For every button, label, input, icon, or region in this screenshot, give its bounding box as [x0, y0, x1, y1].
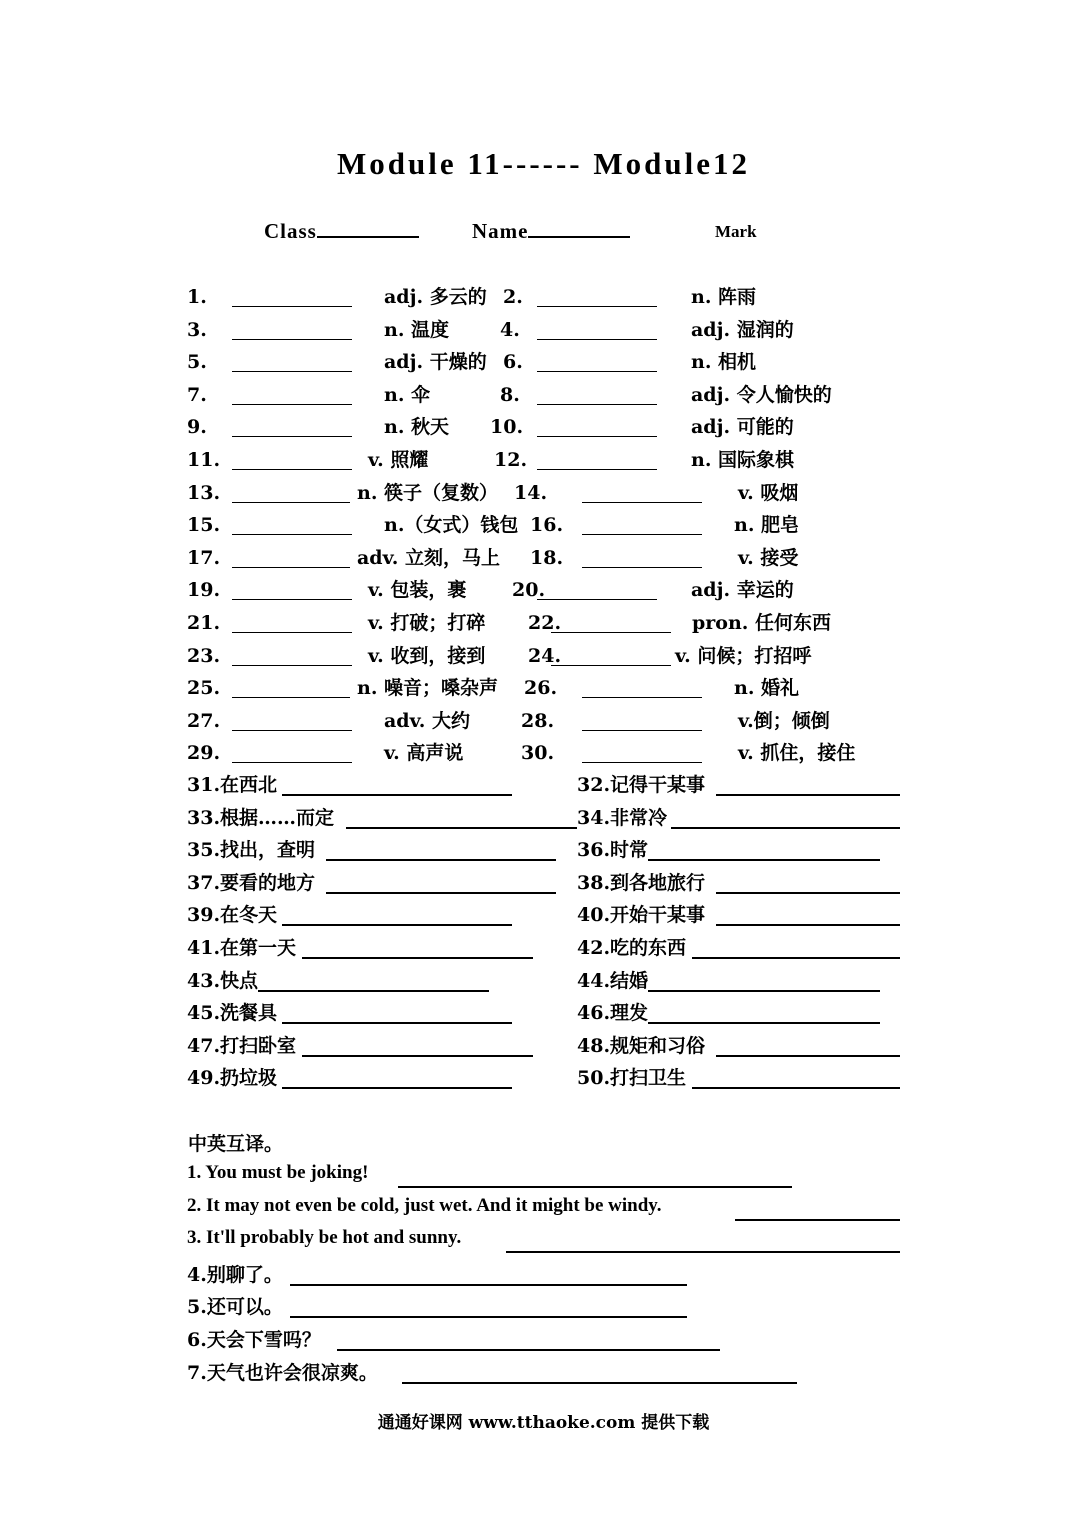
vocab-definition: v. 问候；打招呼: [675, 644, 812, 667]
vocab-definition: v. 高声说: [384, 742, 464, 765]
phrase-prompt: 49.扔垃圾: [187, 1067, 278, 1090]
class-blank[interactable]: [317, 235, 419, 238]
phrase-prompt: 41.在第一天: [187, 937, 297, 959]
vocab-definition: n. 温度: [384, 318, 450, 341]
translation-answer-blank[interactable]: [398, 1186, 792, 1188]
vocab-definition: adj. 令人愉快的: [691, 383, 832, 406]
phrase-answer-blank[interactable]: [282, 794, 512, 796]
vocab-definition: n. 相机: [691, 351, 757, 374]
vocab-answer-blank[interactable]: [232, 436, 352, 437]
vocab-number: 8.: [500, 383, 520, 406]
translation-heading: 中英互译。: [188, 1133, 284, 1155]
vocab-number: 29.: [187, 742, 221, 765]
vocab-answer-blank[interactable]: [537, 599, 657, 600]
phrase-answer-blank[interactable]: [282, 924, 512, 926]
phrase-answer-blank[interactable]: [326, 892, 556, 894]
vocab-answer-blank[interactable]: [232, 371, 352, 372]
phrase-answer-blank[interactable]: [282, 1087, 512, 1089]
vocab-answer-blank[interactable]: [232, 599, 352, 600]
phrase-prompt: 42.吃的东西: [577, 937, 687, 959]
vocab-answer-blank[interactable]: [232, 762, 352, 763]
translation-answer-blank[interactable]: [506, 1251, 900, 1253]
phrase-answer-blank[interactable]: [648, 859, 880, 861]
phrase-answer-blank[interactable]: [258, 990, 489, 992]
vocab-number: 6.: [503, 351, 523, 374]
phrase-prompt: 33.根据……而定: [187, 806, 335, 829]
vocab-answer-blank[interactable]: [582, 567, 702, 568]
vocab-definition: v. 吸烟: [738, 481, 799, 504]
vocab-answer-blank[interactable]: [537, 436, 657, 437]
phrase-prompt: 50.打扫卫生: [577, 1067, 687, 1090]
name-field: [472, 219, 630, 244]
class-label: Class: [264, 219, 317, 243]
vocab-answer-blank[interactable]: [582, 534, 702, 535]
translation-prompt: 2. It may not even be cold, just wet. And it might be windy.: [187, 1194, 662, 1216]
vocab-number: 18.: [530, 546, 564, 569]
vocab-answer-blank[interactable]: [551, 632, 671, 633]
phrase-prompt: 46.理发: [577, 1002, 649, 1025]
phrase-prompt: 32.记得干某事: [577, 774, 706, 796]
translation-answer-blank[interactable]: [402, 1382, 797, 1384]
vocab-answer-blank[interactable]: [537, 306, 657, 307]
phrase-answer-blank[interactable]: [716, 924, 900, 926]
vocab-number: 2.: [503, 286, 523, 308]
phrase-prompt: 38.到各地旅行: [577, 871, 706, 894]
vocab-definition: n.（女式）钱包: [384, 514, 519, 537]
phrase-answer-blank[interactable]: [692, 957, 900, 959]
vocab-number: 15.: [187, 514, 221, 537]
vocab-answer-blank[interactable]: [537, 469, 657, 470]
vocab-number: 17.: [187, 546, 221, 569]
vocab-number: 14.: [514, 481, 548, 504]
vocab-number: 20.: [512, 579, 546, 602]
phrase-answer-blank[interactable]: [326, 859, 556, 861]
vocab-number: 27.: [187, 709, 221, 732]
vocab-number: 21.: [187, 612, 221, 634]
vocab-definition: n. 肥皂: [734, 514, 800, 537]
vocab-definition: v. 接受: [738, 546, 799, 569]
vocab-definition: adj. 幸运的: [691, 579, 794, 602]
vocab-definition: n. 筷子（复数）: [357, 481, 499, 504]
vocab-answer-blank[interactable]: [232, 404, 352, 405]
vocab-answer-blank[interactable]: [232, 502, 350, 503]
vocab-definition: adj. 湿润的: [691, 318, 794, 341]
phrase-prompt: 45.洗餐具: [187, 1002, 278, 1025]
vocab-number: 25.: [187, 677, 221, 700]
vocab-number: 23.: [187, 644, 221, 667]
vocab-number: 13.: [187, 481, 221, 504]
vocab-answer-blank[interactable]: [232, 306, 352, 307]
phrase-answer-blank[interactable]: [346, 827, 577, 829]
vocab-answer-blank[interactable]: [232, 534, 352, 535]
translation-answer-blank[interactable]: [735, 1219, 900, 1221]
phrase-answer-blank[interactable]: [692, 1087, 900, 1089]
vocab-number: 11.: [187, 449, 221, 471]
vocab-answer-blank[interactable]: [232, 697, 350, 698]
vocab-definition: v. 抓住，接住: [738, 742, 856, 765]
vocab-definition: adv. 立刻，马上: [357, 546, 500, 569]
vocab-answer-blank[interactable]: [551, 665, 671, 666]
vocab-answer-blank[interactable]: [582, 762, 702, 763]
vocab-number: 3.: [187, 318, 207, 341]
translation-prompt: 6.天会下雪吗？: [187, 1329, 321, 1351]
phrase-prompt: 47.打扫卧室: [187, 1034, 297, 1057]
name-blank[interactable]: [528, 235, 630, 238]
phrase-answer-blank[interactable]: [282, 1022, 512, 1024]
vocab-answer-blank[interactable]: [582, 697, 702, 698]
vocab-definition: v. 包装，裹: [368, 579, 467, 602]
vocab-number: 30.: [521, 742, 555, 765]
phrase-answer-blank[interactable]: [648, 990, 880, 992]
vocab-definition: adv. 大约: [384, 709, 470, 732]
vocab-answer-blank[interactable]: [232, 730, 352, 731]
translation-prompt: 4.别聊了。: [187, 1263, 283, 1286]
vocab-number: 10.: [490, 416, 524, 439]
phrase-answer-blank[interactable]: [302, 957, 533, 959]
phrase-answer-blank[interactable]: [716, 1055, 900, 1057]
phrase-prompt: 44.结婚: [577, 969, 649, 992]
phrase-prompt: 43.快点: [187, 969, 259, 992]
phrase-prompt: 39.在冬天: [187, 904, 278, 927]
vocab-answer-blank[interactable]: [232, 632, 352, 633]
phrase-prompt: 35.找出，查明: [187, 839, 316, 862]
page-title: Module 11------ Module12: [337, 146, 750, 181]
mark-label: Mark: [715, 222, 757, 241]
vocab-definition: adj. 多云的: [384, 286, 487, 308]
vocab-number: 24.: [528, 644, 562, 667]
translation-prompt: 7.天气也许会很凉爽。: [187, 1361, 378, 1384]
vocab-definition: n. 国际象棋: [691, 449, 795, 471]
vocab-definition: n. 婚礼: [734, 677, 800, 700]
name-label: Name: [472, 219, 529, 243]
vocab-definition: n. 秋天: [384, 416, 450, 439]
translation-answer-blank[interactable]: [337, 1349, 720, 1351]
translation-prompt: 1. You must be joking!: [187, 1162, 369, 1183]
vocab-definition: v. 收到，接到: [368, 644, 486, 667]
vocab-answer-blank[interactable]: [537, 339, 657, 340]
vocab-definition: v.倒；倾倒: [738, 709, 830, 732]
vocab-answer-blank[interactable]: [232, 469, 352, 470]
vocab-definition: n. 阵雨: [691, 286, 757, 308]
vocab-answer-blank[interactable]: [582, 502, 702, 503]
vocab-answer-blank[interactable]: [582, 730, 702, 731]
phrase-answer-blank[interactable]: [716, 794, 900, 796]
phrase-prompt: 48.规矩和习俗: [577, 1034, 706, 1057]
phrase-prompt: 40.开始干某事: [577, 904, 706, 927]
phrase-prompt: 34.非常冷: [577, 806, 668, 829]
phrase-answer-blank[interactable]: [648, 1022, 880, 1024]
vocab-definition: v. 照耀: [368, 449, 429, 471]
phrase-prompt: 31.在西北: [187, 774, 278, 796]
vocab-number: 16.: [530, 514, 564, 537]
footer-credit: 通通好课网 www.tthaoke.com 提供下载: [377, 1413, 710, 1433]
vocab-number: 9.: [187, 416, 207, 439]
phrase-prompt: 37.要看的地方: [187, 871, 316, 894]
vocab-definition: pron. 任何东西: [692, 612, 832, 634]
phrase-answer-blank[interactable]: [671, 827, 900, 829]
translation-answer-blank[interactable]: [290, 1284, 687, 1286]
vocab-answer-blank[interactable]: [537, 371, 657, 372]
vocab-number: 4.: [500, 318, 520, 341]
vocab-number: 5.: [187, 351, 207, 374]
vocab-number: 26.: [524, 677, 558, 700]
vocab-answer-blank[interactable]: [232, 567, 350, 568]
vocab-definition: adj. 干燥的: [384, 351, 487, 374]
translation-prompt: 3. It'll probably be hot and sunny.: [187, 1227, 462, 1249]
phrase-answer-blank[interactable]: [716, 892, 900, 894]
vocab-number: 1.: [187, 286, 207, 308]
vocab-answer-blank[interactable]: [232, 339, 352, 340]
translation-answer-blank[interactable]: [290, 1316, 687, 1318]
vocab-number: 22.: [528, 612, 562, 634]
translation-prompt: 5.还可以。: [187, 1296, 283, 1319]
vocab-number: 12.: [494, 449, 528, 471]
vocab-number: 28.: [521, 709, 555, 732]
vocab-number: 19.: [187, 579, 221, 602]
phrase-answer-blank[interactable]: [302, 1055, 533, 1057]
phrase-prompt: 36.时常: [577, 839, 649, 862]
vocab-answer-blank[interactable]: [232, 665, 352, 666]
vocab-number: 7.: [187, 383, 207, 406]
vocab-definition: n. 伞: [384, 383, 431, 406]
vocab-definition: v. 打破；打碎: [368, 612, 486, 634]
vocab-answer-blank[interactable]: [537, 404, 657, 405]
class-field: [264, 219, 419, 244]
vocab-definition: adj. 可能的: [691, 416, 794, 439]
vocab-definition: n. 噪音；嗓杂声: [357, 677, 499, 700]
